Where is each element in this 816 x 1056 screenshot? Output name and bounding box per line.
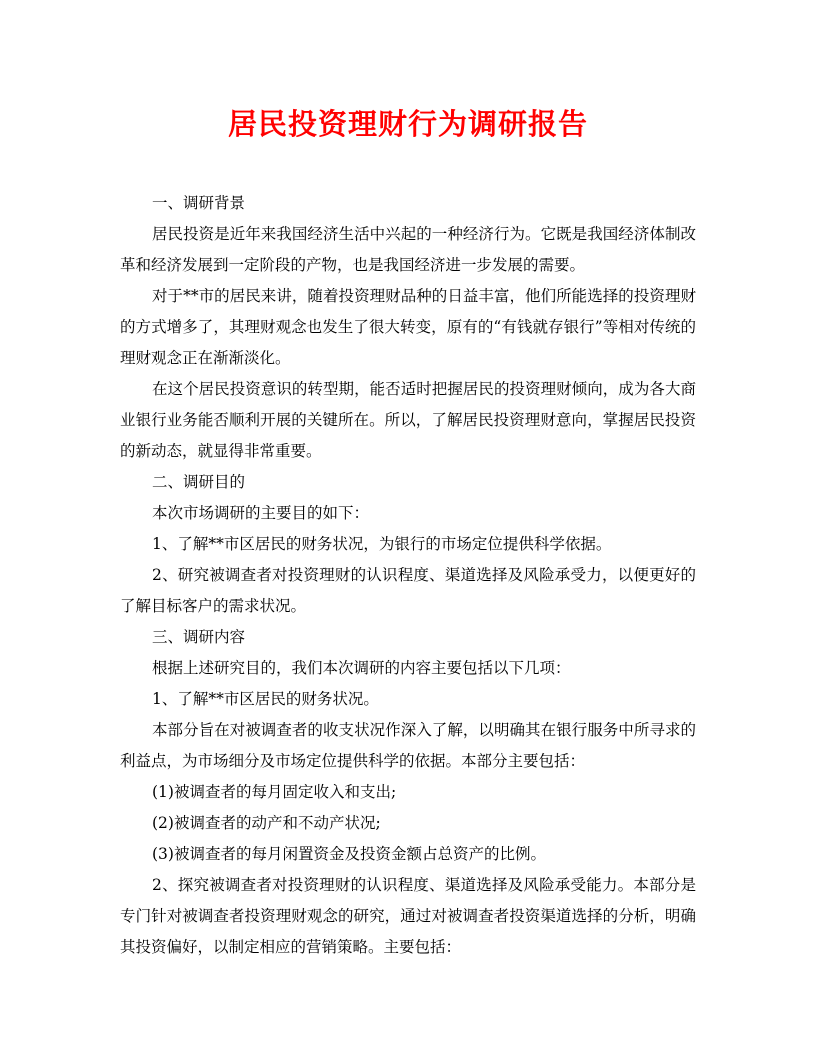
document-title: 居民投资理财行为调研报告 xyxy=(227,107,588,141)
paragraph: 本部分旨在对被调查者的收支状况作深入了解，以明确其在银行服务中所寻求的利益点，为市场细分及市场定位提供科学的依据。本部分主要包括： xyxy=(120,721,696,770)
list-item: 2、研究被调查者对投资理财的认识程度、渠道选择及风险承受力，以便更好的了解目标客户的需求状况。 xyxy=(120,566,696,615)
section-heading: 二、调研目的 xyxy=(152,473,246,491)
paragraph: 在这个居民投资意识的转型期，能否适时把握居民的投资理财倾向，成为各大商业银行业务能否顺利开展的关键所在。所以，了解居民投资理财意向，掌握居民投资的新动态，就显得非常重要。 xyxy=(120,380,696,460)
section-heading: 三、调研内容 xyxy=(152,628,246,646)
paragraph: 居民投资是近年来我国经济生活中兴起的一种经济行为。它既是我国经济体制改革和经济发展到一定阶段的产物，也是我国经济进一步发展的需要。 xyxy=(120,225,696,274)
list-item: (2)被调查者的动产和不动产状况; xyxy=(152,814,381,832)
document-page xyxy=(120,100,696,963)
document-body xyxy=(120,188,696,963)
paragraph: 根据上述研究目的，我们本次调研的内容主要包括以下几项： xyxy=(152,659,571,677)
list-item: (1)被调查者的每月固定收入和支出; xyxy=(152,783,397,801)
list-item: 1、了解**市区居民的财务状况，为银行的市场定位提供科学依据。 xyxy=(152,535,612,553)
section-heading: 一、调研背景 xyxy=(152,194,246,212)
paragraph: 对于**市的居民来讲，随着投资理财品种的日益丰富，他们所能选择的投资理财的方式增多了，其理财观念也发生了很大转变，原有的“有钱就存银行”等相对传统的理财观念正在渐渐淡化。 xyxy=(120,287,696,367)
paragraph: 本次市场调研的主要目的如下： xyxy=(152,504,370,522)
list-item: 2、探究被调查者对投资理财的认识程度、渠道选择及风险承受能力。本部分是专门针对被调查者投资理财观念的研究，通过对被调查者投资渠道选择的分析，明确其投资偏好，以制定相应的营销策略。主要包括： xyxy=(120,876,696,956)
list-item: 1、了解**市区居民的财务状况。 xyxy=(152,690,379,708)
list-item: (3)被调查者的每月闲置资金及投资金额占总资产的比例。 xyxy=(152,845,546,863)
